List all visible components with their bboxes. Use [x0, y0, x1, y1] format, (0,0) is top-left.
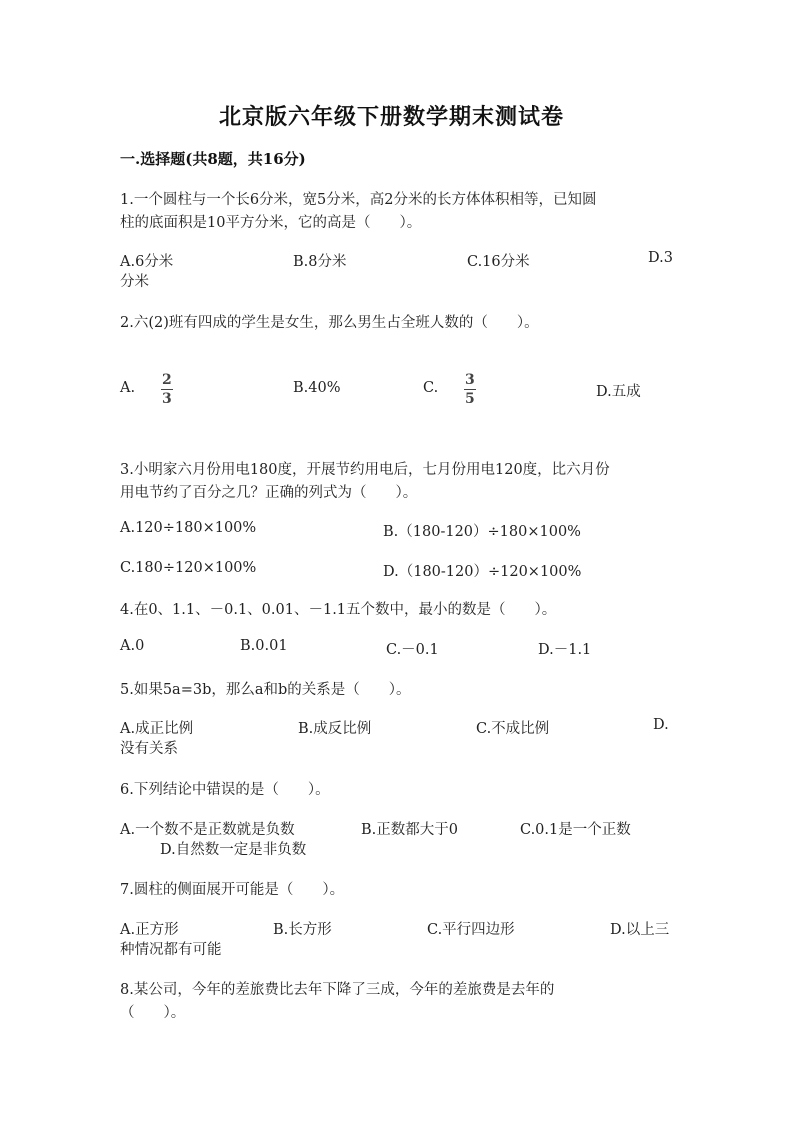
- option-d-wrap: 没有关系: [120, 741, 178, 757]
- fraction-three-fifths: $\frac{3}{5}$: [465, 372, 475, 407]
- option-d: D.: [653, 717, 669, 733]
- question-stem-line: （ ）。: [120, 1005, 186, 1021]
- option-c: C.: [423, 380, 439, 396]
- option-a: A.成正比例: [120, 721, 194, 737]
- question-stem-line: 1.一个圆柱与一个长6分米，宽5分米，高2分米的长方体体积相等，已知圆: [120, 192, 597, 208]
- question-stem-line: 用电节约了百分之几？正确的列式为（ ）。: [120, 485, 418, 501]
- option-d: D.五成: [596, 384, 641, 400]
- option-a: A.0: [120, 638, 145, 654]
- question-stem-line: 8.某公司，今年的差旅费比去年下降了三成，今年的差旅费是去年的: [120, 982, 555, 998]
- option-b: B.正数都大于0: [361, 822, 458, 838]
- option-b: B.0.01: [240, 638, 288, 654]
- option-c: C.0.1是一个正数: [520, 822, 631, 838]
- option-d: D.以上三: [610, 922, 670, 938]
- section-heading: 一.选择题(共8题，共16分): [120, 150, 306, 168]
- option-d-wrap: 分米: [120, 274, 149, 290]
- option-d: D.3: [648, 250, 673, 266]
- question-stem-line: 4.在0、1.1、－0.1、0.01、－1.1五个数中，最小的数是（ ）。: [120, 602, 557, 618]
- question-stem-line: 柱的底面积是10平方分米，它的高是（ ）。: [120, 215, 422, 231]
- option-a: A.正方形: [120, 922, 179, 938]
- option-b: B.成反比例: [298, 721, 372, 737]
- option-d: D.自然数一定是非负数: [160, 842, 307, 858]
- option-a: A.120÷180×100%: [120, 520, 257, 536]
- question-stem-line: 2.六(2)班有四成的学生是女生，那么男生占全班人数的（ ）。: [120, 315, 539, 331]
- option-b: B.40%: [293, 380, 341, 396]
- option-b: B.8分米: [293, 254, 347, 270]
- option-a: A.: [120, 380, 136, 396]
- question-stem-line: 7.圆柱的侧面展开可能是（ ）。: [120, 882, 345, 898]
- option-a: A.6分米: [120, 254, 174, 270]
- option-c: C.不成比例: [476, 721, 550, 737]
- question-stem-line: 6.下列结论中错误的是（ ）。: [120, 782, 330, 798]
- option-d: D.（180-120）÷120×100%: [383, 564, 582, 580]
- page-title: 北京版六年级下册数学期末测试卷: [219, 104, 565, 130]
- option-c: C.平行四边形: [427, 922, 515, 938]
- option-b: B.（180-120）÷180×100%: [383, 524, 581, 540]
- option-d: D.－1.1: [538, 642, 592, 658]
- fraction-two-thirds: $\frac{2}{3}$: [162, 372, 172, 407]
- question-stem-line: 3.小明家六月份用电180度，开展节约用电后，七月份用电120度，比六月份: [120, 462, 610, 478]
- option-a: A.一个数不是正数就是负数: [120, 822, 295, 838]
- option-c: C.180÷120×100%: [120, 560, 257, 576]
- option-d-wrap: 种情况都有可能: [120, 942, 222, 958]
- option-c: C.16分米: [467, 254, 530, 270]
- question-stem-line: 5.如果5a=3b，那么a和b的关系是（ ）。: [120, 682, 411, 698]
- option-c: C.－0.1: [386, 642, 439, 658]
- option-b: B.长方形: [273, 922, 332, 938]
